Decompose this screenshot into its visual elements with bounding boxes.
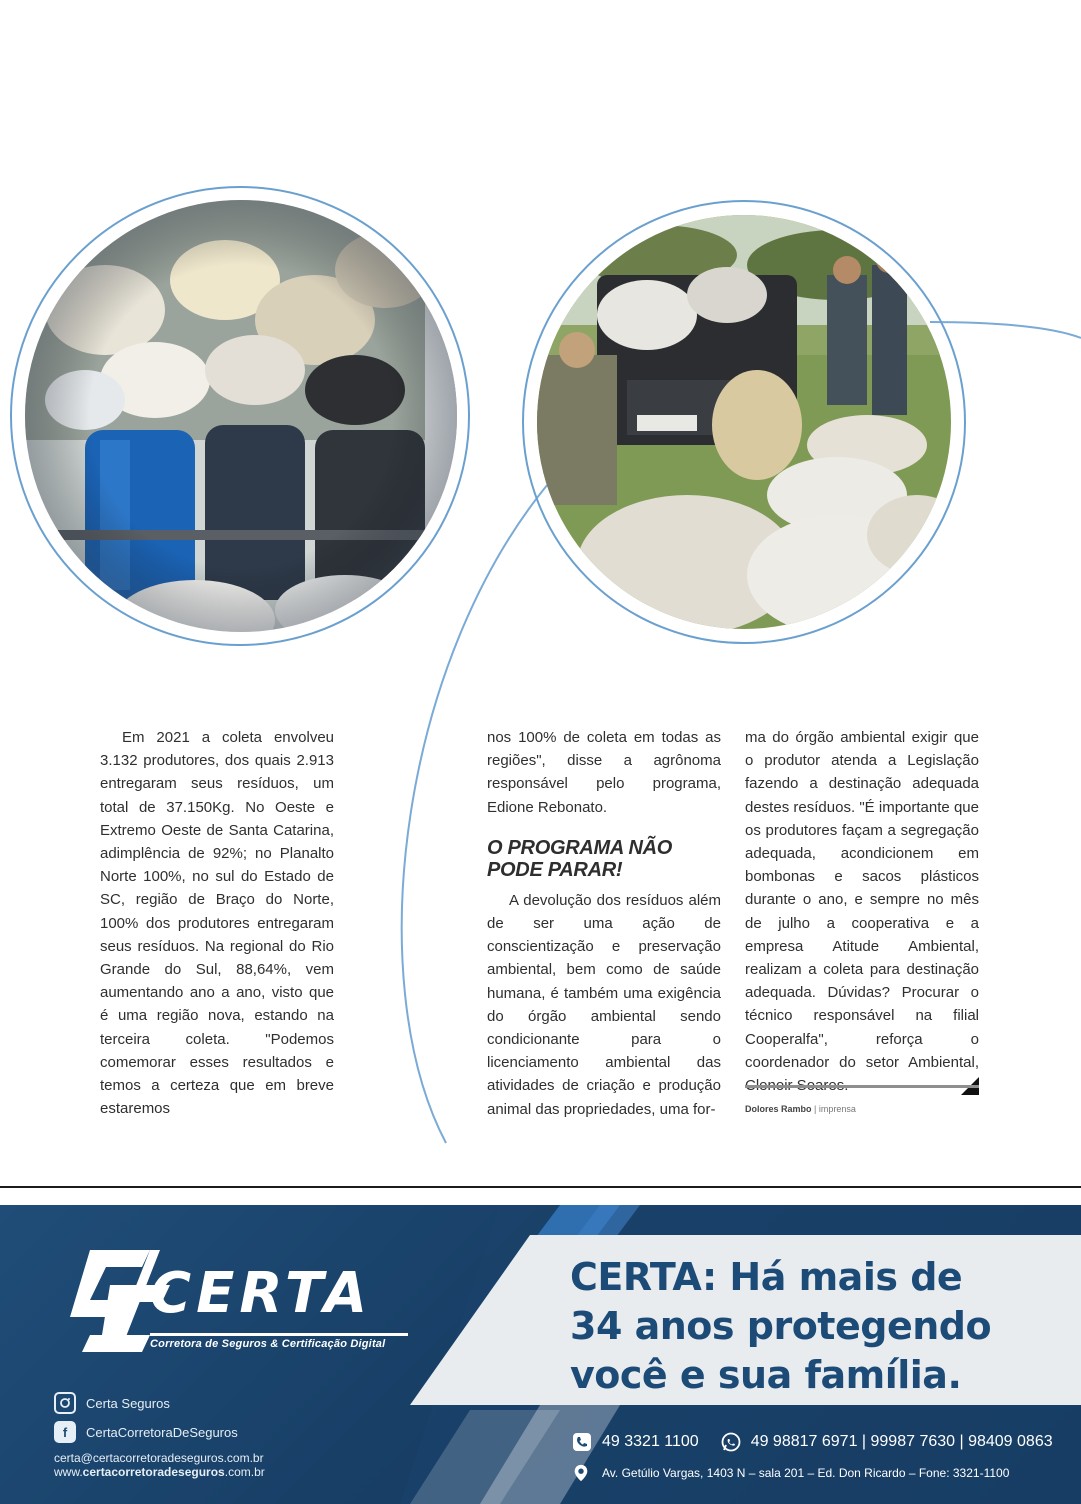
article-paragraph: nos 100% de coleta em todas as regiões", disse a agrônoma responsável pelo programa, Edione Rebonato. bbox=[487, 729, 721, 816]
article-column-3 bbox=[745, 726, 979, 1097]
instagram-icon bbox=[54, 1392, 76, 1414]
whatsapp-numbers[interactable]: 49 98817 6971 | 99987 7630 | 98409 0863 bbox=[750, 1433, 1053, 1450]
address-text: Av. Getúlio Vargas, 1403 N – sala 201 – Ed. Don Ricardo – Fone: 3321-1100 bbox=[602, 1466, 1010, 1480]
email-link[interactable]: certa@certacorretoradeseguros.com.br bbox=[54, 1451, 264, 1465]
article-paragraph: A devolução dos resíduos além de ser uma ação de conscientização e preservação ambiental, bem como de saúde humana, é também uma exigência do órgão ambiental sendo condicionante para o licenciamento ambiental das atividades de criação e produção animal das propriedades, uma for- bbox=[487, 891, 721, 1118]
whatsapp-icon bbox=[721, 1432, 741, 1452]
address-line bbox=[572, 1463, 1009, 1483]
author-signature bbox=[745, 1104, 856, 1114]
photo-collection-truck bbox=[537, 215, 951, 629]
location-pin-icon bbox=[572, 1463, 590, 1483]
headline-line: 34 anos protegendo bbox=[570, 1304, 992, 1348]
photo-waste-barrels bbox=[25, 200, 457, 632]
phone-icon bbox=[572, 1432, 592, 1452]
author-role: | imprensa bbox=[811, 1104, 856, 1114]
facebook-link[interactable] bbox=[54, 1421, 238, 1443]
website-name: certacorretoradeseguros bbox=[82, 1465, 225, 1479]
instagram-handle: Certa Seguros bbox=[86, 1395, 170, 1411]
brand-name: CERTA bbox=[150, 1261, 373, 1326]
headline-line: CERTA: Há mais de bbox=[570, 1255, 963, 1299]
article-paragraph-text: ma do órgão ambiental exigir que o produtor atenda a Legislação fazendo a destinação adequada destes resíduos. "É importante que os produtores façam a segregação adequada, acondicionem em bombonas e sacos plásticos durante o ano, e sempre no mês de julho a cooperativa e a empresa Atitude Ambiental, realizam a coleta para destinação adequada. Dúvidas? Procurar o técnico responsável na filial Cooperalfa", reforça o coordenador do setor Ambiental, bbox=[745, 729, 979, 1071]
brand-tagline: Corretora de Seguros & Certificação Digital bbox=[150, 1333, 408, 1350]
article-column-1 bbox=[100, 726, 334, 1120]
facebook-icon: f bbox=[54, 1421, 76, 1443]
contact-web bbox=[54, 1451, 265, 1479]
page-divider bbox=[0, 1186, 1081, 1188]
signature-divider bbox=[745, 1085, 979, 1088]
article-paragraph bbox=[745, 726, 979, 1097]
article-paragraph: Em 2021 a coleta envolveu 3.132 produtores, dos quais 2.913 entregaram seus resíduos, um total de 37.150Kg. No Oeste e Extremo Oeste de Santa Catarina, adimplência de 92%; no Planalto Norte 100%, no sul do Estado de SC, região de Braço do Norte, 100% dos produtores entregaram seus resíduos. Na regional do Rio Grande do Sul, 88,64%, vem aumentando ano a ano, visto que é uma região nova, estando na terceira coleta. "Podemos comemorar esses resultados e temos a certeza que em breve estaremos bbox=[100, 729, 334, 1118]
phone-number[interactable]: 49 3321 1100 bbox=[602, 1433, 699, 1450]
section-heading: O PROGRAMA NÃO PODE PARAR! bbox=[487, 836, 673, 881]
certa-advertisement bbox=[0, 1205, 1081, 1504]
facebook-handle: CertaCorretoraDeSeguros bbox=[86, 1424, 238, 1440]
article-column-2 bbox=[487, 726, 721, 1121]
phone-numbers bbox=[572, 1432, 1053, 1452]
website-suffix: .com.br bbox=[224, 1465, 265, 1479]
ad-headline bbox=[570, 1253, 1050, 1400]
headline-line: você e sua família. bbox=[570, 1353, 962, 1397]
website-prefix: www. bbox=[54, 1465, 83, 1479]
instagram-link[interactable] bbox=[54, 1392, 170, 1414]
author-name: Dolores Rambo bbox=[745, 1104, 812, 1114]
website-link[interactable] bbox=[54, 1465, 265, 1479]
